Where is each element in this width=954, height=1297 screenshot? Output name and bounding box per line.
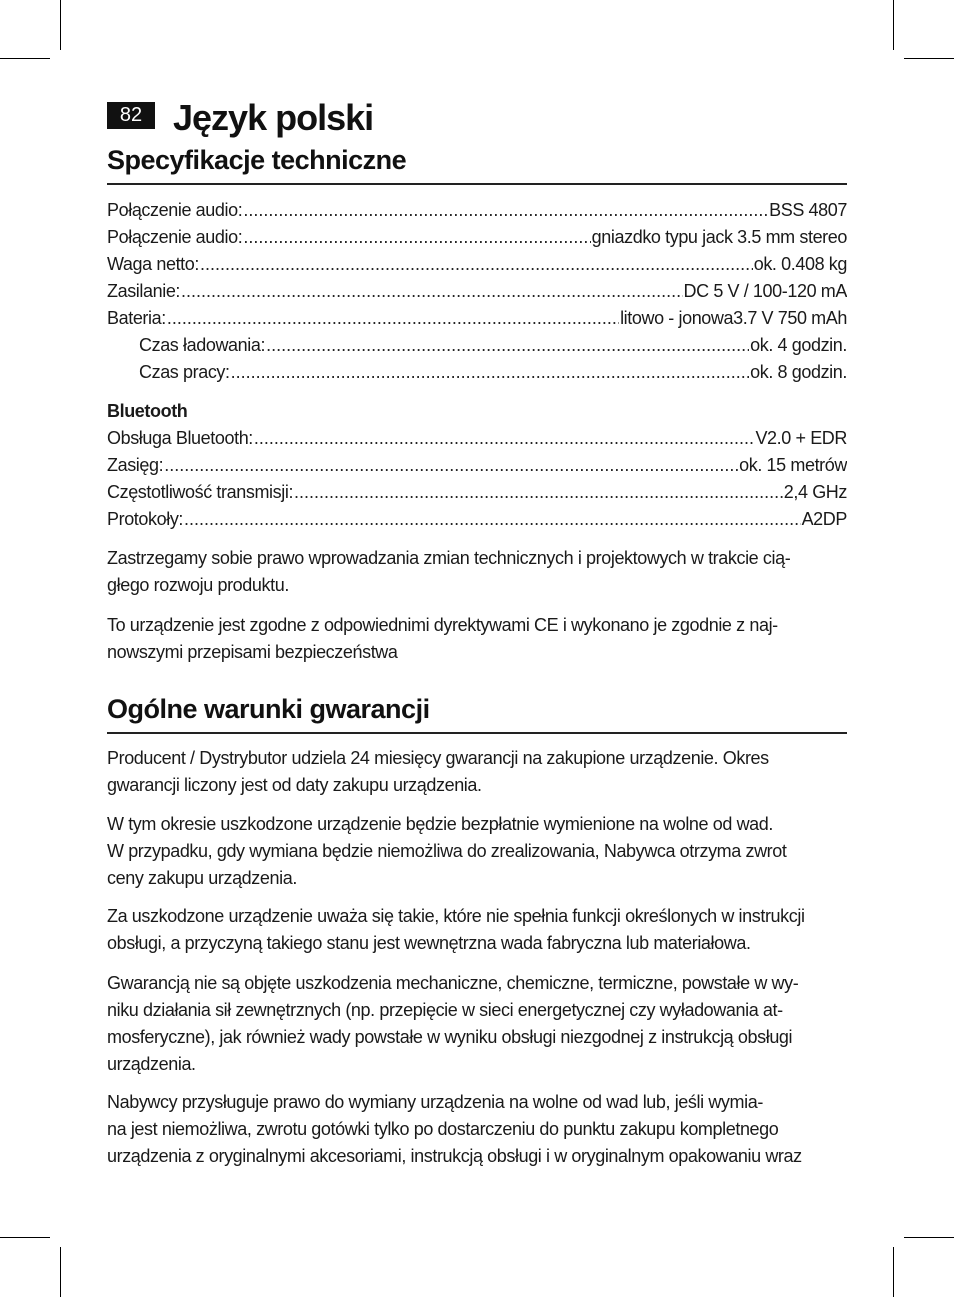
spec-value: gniazdko typu jack 3.5 mm stereo: [591, 227, 847, 247]
crop-mark: [0, 58, 50, 59]
spec-value: DC 5 V / 100-120 mA: [683, 281, 847, 301]
spec-value: 2,4 GHz: [783, 482, 847, 502]
text-line: urządzenia z oryginalnymi akcesoriami, instrukcją obsługi i w oryginalnym opakowaniu wraz: [107, 1146, 802, 1166]
text-line: Za uszkodzone urządzenie uważa się takie, które nie spełnia funkcji określonych w instrukcji: [107, 906, 805, 926]
spec-row: [107, 251, 847, 278]
crop-mark: [60, 0, 61, 50]
spec-value: BSS 4807: [769, 200, 847, 220]
text-line: W przypadku, gdy wymiana będzie niemożliwa do zrealizowania, Nabywca otrzyma zwrot: [107, 841, 787, 861]
bluetooth-heading: Bluetooth: [107, 401, 188, 421]
spec-value: V2.0 + EDR: [755, 428, 847, 448]
leader-dots: [254, 425, 755, 452]
text-line: mosferyczne), jak również wady powstałe w wyniku obsługi niezgodnej z instrukcją obsługi: [107, 1027, 793, 1047]
text-line: Zastrzegamy sobie prawo wprowadzania zmian technicznych i projektowych w trakcie cią-: [107, 548, 791, 568]
spec-value: ok. 4 godzin.: [750, 335, 847, 355]
spec-value: ok. 8 godzin.: [750, 362, 847, 382]
crop-mark: [893, 0, 894, 50]
spec-label: Połączenie audio:: [107, 200, 243, 220]
text-line: Gwarancją nie są objęte uszkodzenia mechaniczne, chemiczne, termiczne, powstałe w wy-: [107, 973, 799, 993]
text-line: Producent / Dystrybutor udziela 24 miesięcy gwarancji na zakupione urządzenie. Okres: [107, 748, 769, 768]
spec-row: [139, 332, 847, 359]
spec-label: Czas pracy:: [139, 362, 230, 382]
leader-dots: [184, 506, 801, 533]
crop-mark: [904, 1237, 954, 1238]
text-line: W tym okresie uszkodzone urządzenie będzie bezpłatnie wymienione na wolne od wad.: [107, 814, 773, 834]
leader-dots: [243, 224, 590, 251]
spec-note: [107, 545, 849, 599]
spec-row: [107, 224, 847, 251]
text-line: głego rozwoju produktu.: [107, 575, 289, 595]
leader-dots: [167, 305, 619, 332]
text-line: ceny zakupu urządzenia.: [107, 868, 297, 888]
leader-dots: [181, 278, 682, 305]
spec-row: [107, 479, 847, 506]
text-line: niku działania sił zewnętrznych (np. przepięcie w sieci energetycznej czy wyładowania at-: [107, 1000, 783, 1020]
text-line: gwarancji liczony jest od daty zakupu urządzenia.: [107, 775, 482, 795]
spec-label: Połączenie audio:: [107, 227, 243, 247]
crop-mark: [60, 1247, 61, 1297]
crop-mark: [893, 1247, 894, 1297]
leader-dots: [266, 332, 749, 359]
spec-label: Bateria:: [107, 308, 166, 328]
warranty-paragraph: [107, 745, 849, 799]
spec-row: [107, 305, 847, 332]
leader-dots: [231, 359, 749, 386]
text-line: Nabywcy przysługuje prawo do wymiany urządzenia na wolne od wad lub, jeśli wymia-: [107, 1092, 763, 1112]
page-title: Język polski: [173, 97, 374, 138]
warranty-heading: Ogólne warunki gwarancji: [107, 692, 847, 734]
leader-dots: [164, 452, 738, 479]
text-line: na jest niemożliwa, zwrotu gotówki tylko po dostarczeniu do punktu zakupu kompletnego: [107, 1119, 779, 1139]
spec-row: [107, 278, 847, 305]
crop-mark: [904, 58, 954, 59]
leader-dots: [243, 197, 768, 224]
leader-dots: [294, 479, 783, 506]
warranty-paragraph: [107, 1089, 849, 1170]
spec-label: Czas ładowania:: [139, 335, 266, 355]
spec-row: [107, 197, 847, 224]
spec-value: ok. 15 metrów: [739, 455, 847, 475]
spec-row: [107, 425, 847, 452]
spec-value: A2DP: [801, 509, 847, 529]
warranty-paragraph: [107, 970, 849, 1078]
spec-row: [107, 452, 847, 479]
leader-dots: [200, 251, 753, 278]
spec-row: [107, 506, 847, 533]
spec-value: litowo - jonowa3.7 V 750 mAh: [620, 308, 847, 328]
spec-note: [107, 612, 849, 666]
spec-label: Zasilanie:: [107, 281, 181, 301]
warranty-paragraph: [107, 903, 849, 957]
text-line: obsługi, a przyczyną takiego stanu jest wewnętrzna wada fabryczna lub materiałowa.: [107, 933, 751, 953]
spec-label: Zasięg:: [107, 455, 164, 475]
text-line: To urządzenie jest zgodne z odpowiednimi dyrektywami CE i wykonano je zgodnie z naj-: [107, 615, 778, 635]
warranty-paragraph: [107, 811, 849, 892]
spec-label: Waga netto:: [107, 254, 199, 274]
spec-label: Obsługa Bluetooth:: [107, 428, 253, 448]
page-number: 82: [107, 102, 155, 129]
spec-value: ok. 0.408 kg: [753, 254, 847, 274]
text-line: urządzenia.: [107, 1054, 196, 1074]
spec-label: Protokoły:: [107, 509, 184, 529]
specs-heading: Specyfikacje techniczne: [107, 143, 847, 185]
spec-row: [139, 359, 847, 386]
spec-label: Częstotliwość transmisji:: [107, 482, 294, 502]
text-line: nowszymi przepisami bezpieczeństwa: [107, 642, 398, 662]
crop-mark: [0, 1237, 50, 1238]
